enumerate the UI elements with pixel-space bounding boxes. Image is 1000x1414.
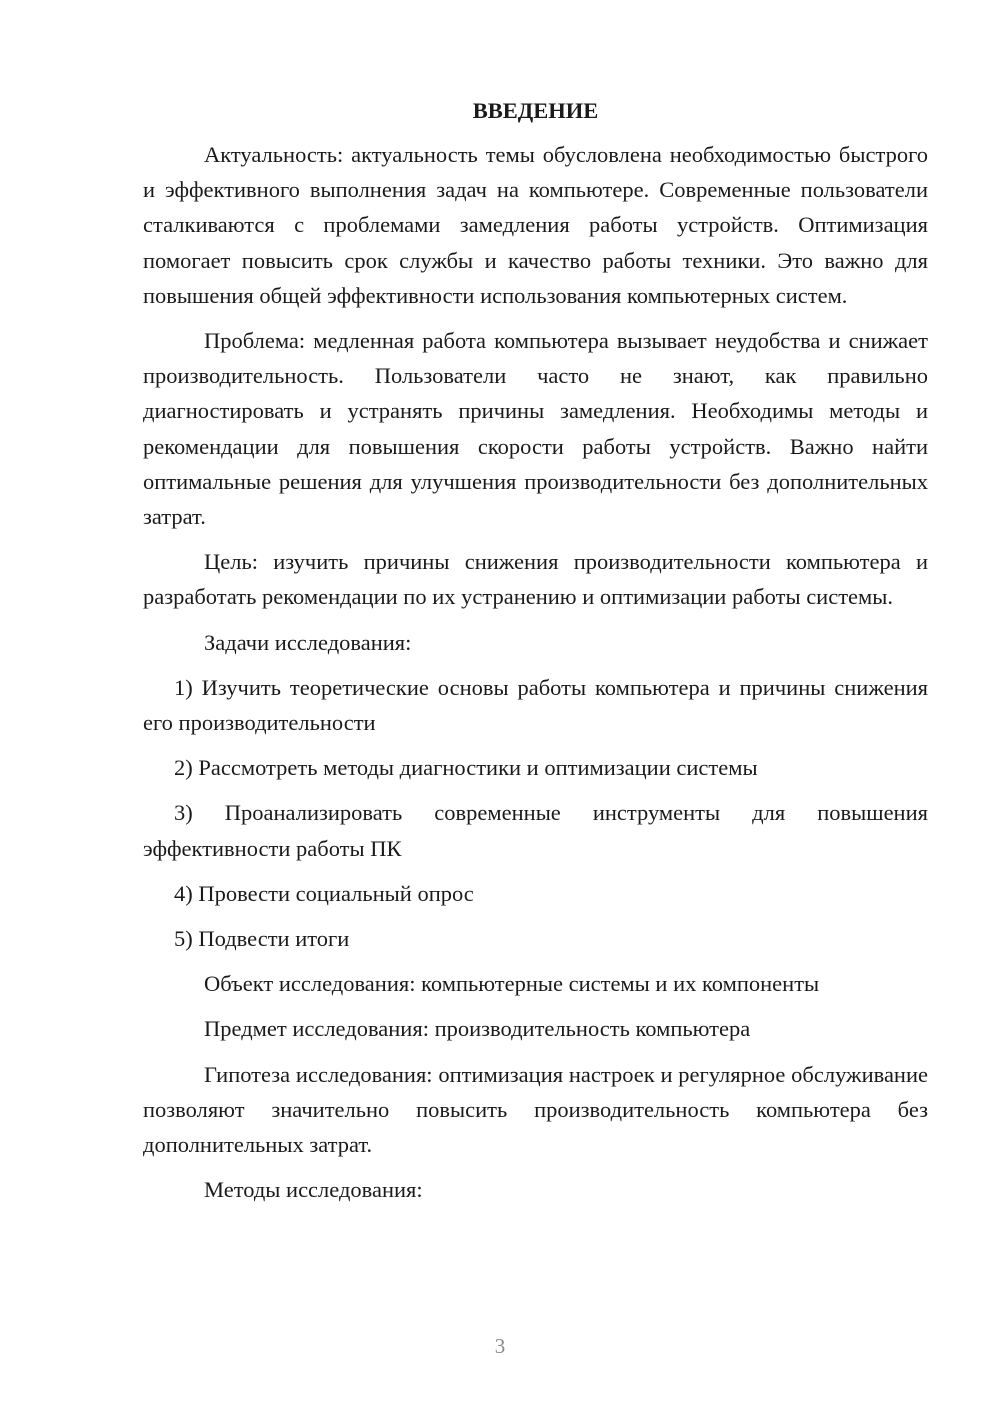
paragraph-relevance: Актуальность: актуальность темы обусловлена необходимостью быстрого и эффективного выполнения задач на компьютере. Современные пользователи сталкиваются с проблемами замедления работы устройств. Оптимизация помогает повысить срок службы и качество работы техники. Это важно для повышения общей эффективности использования компьютерных систем. (143, 142, 928, 308)
paragraph-tasks-intro: Задачи исследования: (204, 629, 412, 655)
page-number: 3 (494, 1334, 506, 1358)
list-item: 4) Провести социальный опрос (174, 880, 474, 906)
section-heading: ВВЕДЕНИЕ (472, 98, 599, 123)
paragraph-goal: Цель: изучить причины снижения производительности компьютера и разработать рекомендации по их устранению и оптимизации работы системы. (143, 549, 928, 610)
paragraph-problem: Проблема: медленная работа компьютера вызывает неудобства и снижает производительность. Пользователи часто не знают, как правильно диагностировать и устранять причины замедления. Необходимы методы и рекомендации для повышения скорости работы устройств. Важно найти оптимальные решения для улучшения производительности без дополнительных затрат. (143, 328, 928, 530)
paragraph-hypothesis: Гипотеза исследования: оптимизация настроек и регулярное обслуживание позволяют значительно повысить производительность компьютера без дополнительных затрат. (143, 1061, 928, 1158)
document-page (143, 93, 928, 1217)
list-item: 1) Изучить теоретические основы работы компьютера и причины снижения его производительности (143, 674, 928, 736)
tasks-list (143, 670, 928, 956)
list-item: 2) Рассмотреть методы диагностики и оптимизации системы (174, 755, 758, 781)
paragraph-methods: Методы исследования: (204, 1177, 423, 1203)
paragraph-subject: Предмет исследования: производительность компьютера (204, 1016, 751, 1042)
list-item: 5) Подвести итоги (174, 926, 350, 952)
list-item: 3) Проанализировать современные инструменты для повышения эффективности работы ПК (143, 800, 928, 861)
paragraph-object: Объект исследования: компьютерные системы и их компоненты (204, 971, 820, 997)
